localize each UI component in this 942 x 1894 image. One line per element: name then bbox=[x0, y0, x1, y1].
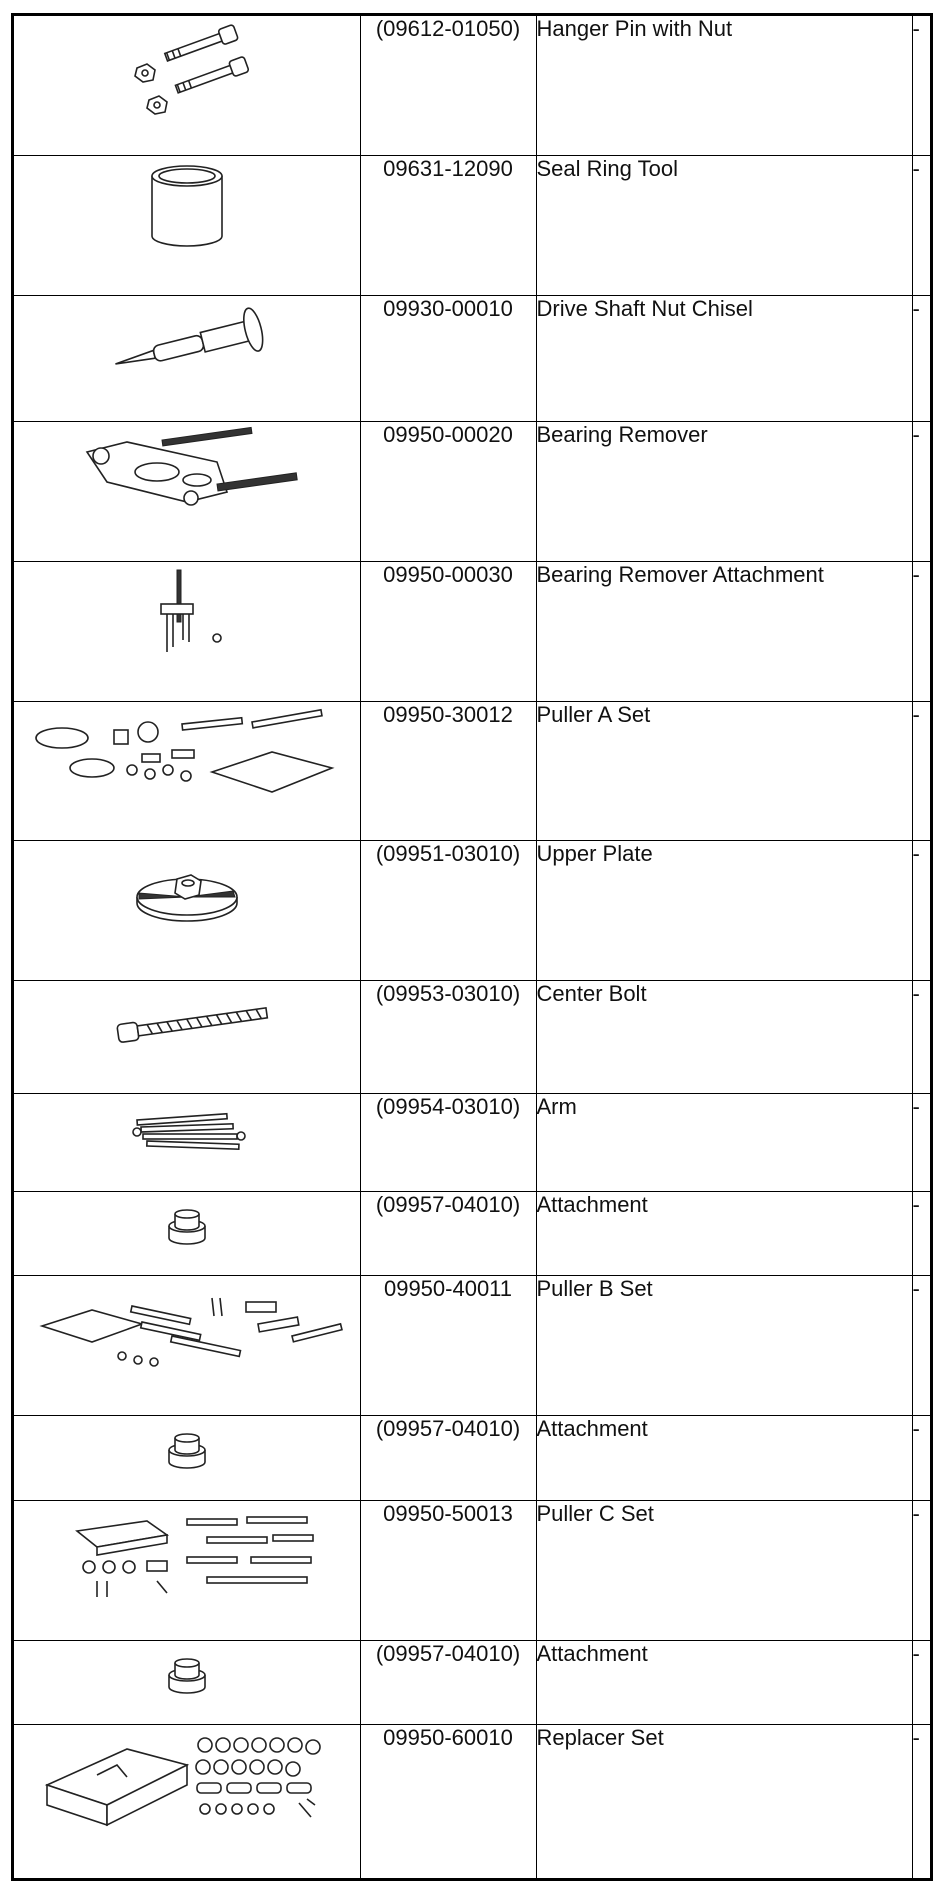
part-number: 09950-00030 bbox=[360, 561, 536, 701]
illustration-cell bbox=[14, 1191, 360, 1276]
tool-name: Center Bolt bbox=[536, 981, 912, 1093]
row-mark: - bbox=[912, 1725, 930, 1878]
tool-name: Replacer Set bbox=[536, 1725, 912, 1878]
row-mark: - bbox=[912, 1093, 930, 1191]
tool-name: Drive Shaft Nut Chisel bbox=[536, 295, 912, 421]
tool-name: Seal Ring Tool bbox=[536, 155, 912, 295]
table-row bbox=[14, 1191, 930, 1276]
tool-name: Upper Plate bbox=[536, 841, 912, 981]
replacer-set-icon bbox=[27, 1725, 347, 1835]
table-row bbox=[14, 1276, 930, 1416]
table-row bbox=[14, 155, 930, 295]
illustration-cell bbox=[14, 1416, 360, 1501]
row-mark: - bbox=[912, 841, 930, 981]
illustration-cell bbox=[14, 1725, 360, 1878]
table-row bbox=[14, 1640, 930, 1725]
bearing-attachment-icon bbox=[127, 562, 247, 662]
arm-icon bbox=[117, 1094, 257, 1164]
part-number: (09953-03010) bbox=[360, 981, 536, 1093]
table-row bbox=[14, 981, 930, 1093]
hanger-pin-icon bbox=[107, 16, 267, 116]
row-mark: - bbox=[912, 561, 930, 701]
part-number: 09950-40011 bbox=[360, 1276, 536, 1416]
part-number: 09950-50013 bbox=[360, 1500, 536, 1640]
tool-name: Bearing Remover bbox=[536, 421, 912, 561]
row-mark: - bbox=[912, 1640, 930, 1725]
illustration-cell bbox=[14, 1500, 360, 1640]
table-row bbox=[14, 16, 930, 155]
row-mark: - bbox=[912, 1416, 930, 1501]
row-mark: - bbox=[912, 421, 930, 561]
attachment-icon bbox=[157, 1192, 217, 1252]
illustration-cell bbox=[14, 1093, 360, 1191]
illustration-cell bbox=[14, 1276, 360, 1416]
row-mark: - bbox=[912, 981, 930, 1093]
illustration-cell bbox=[14, 701, 360, 841]
puller-set-icon bbox=[22, 1276, 352, 1376]
attachment-icon bbox=[157, 1641, 217, 1701]
table-row bbox=[14, 421, 930, 561]
bearing-remover-icon bbox=[67, 422, 307, 522]
part-number: (09954-03010) bbox=[360, 1093, 536, 1191]
row-mark: - bbox=[912, 295, 930, 421]
special-tools-table bbox=[14, 16, 930, 1878]
tool-name: Puller A Set bbox=[536, 701, 912, 841]
table-row bbox=[14, 1725, 930, 1878]
illustration-cell bbox=[14, 1640, 360, 1725]
row-mark: - bbox=[912, 1500, 930, 1640]
puller-set-icon bbox=[22, 702, 352, 802]
illustration-cell bbox=[14, 421, 360, 561]
puller-set-icon bbox=[37, 1501, 337, 1601]
row-mark: - bbox=[912, 1276, 930, 1416]
tool-name: Arm bbox=[536, 1093, 912, 1191]
illustration-cell bbox=[14, 155, 360, 295]
table-row bbox=[14, 701, 930, 841]
illustration-cell bbox=[14, 16, 360, 155]
tool-name: Attachment bbox=[536, 1640, 912, 1725]
table-row bbox=[14, 1416, 930, 1501]
tool-name: Hanger Pin with Nut bbox=[536, 16, 912, 155]
tool-name: Attachment bbox=[536, 1416, 912, 1501]
illustration-cell bbox=[14, 981, 360, 1093]
row-mark: - bbox=[912, 16, 930, 155]
row-mark: - bbox=[912, 1191, 930, 1276]
row-mark: - bbox=[912, 701, 930, 841]
table-row bbox=[14, 841, 930, 981]
illustration-cell bbox=[14, 561, 360, 701]
tool-table-frame bbox=[11, 13, 933, 1881]
upper-plate-icon bbox=[117, 841, 257, 941]
part-number: 09950-60010 bbox=[360, 1725, 536, 1878]
part-number: 09930-00010 bbox=[360, 295, 536, 421]
part-number: (09951-03010) bbox=[360, 841, 536, 981]
part-number: 09950-00020 bbox=[360, 421, 536, 561]
part-number: (09957-04010) bbox=[360, 1191, 536, 1276]
part-number: (09957-04010) bbox=[360, 1640, 536, 1725]
seal-ring-tool-icon bbox=[127, 156, 247, 256]
illustration-cell bbox=[14, 841, 360, 981]
tool-name: Puller B Set bbox=[536, 1276, 912, 1416]
tool-name: Bearing Remover Attachment bbox=[536, 561, 912, 701]
row-mark: - bbox=[912, 155, 930, 295]
part-number: (09957-04010) bbox=[360, 1416, 536, 1501]
chisel-icon bbox=[92, 296, 282, 386]
table-row bbox=[14, 561, 930, 701]
attachment-icon bbox=[157, 1416, 217, 1476]
part-number: (09612-01050) bbox=[360, 16, 536, 155]
part-number: 09631-12090 bbox=[360, 155, 536, 295]
table-row bbox=[14, 1093, 930, 1191]
table-row bbox=[14, 295, 930, 421]
tool-name: Attachment bbox=[536, 1191, 912, 1276]
table-row bbox=[14, 1500, 930, 1640]
part-number: 09950-30012 bbox=[360, 701, 536, 841]
illustration-cell bbox=[14, 295, 360, 421]
center-bolt-icon bbox=[97, 981, 277, 1061]
tool-name: Puller C Set bbox=[536, 1500, 912, 1640]
